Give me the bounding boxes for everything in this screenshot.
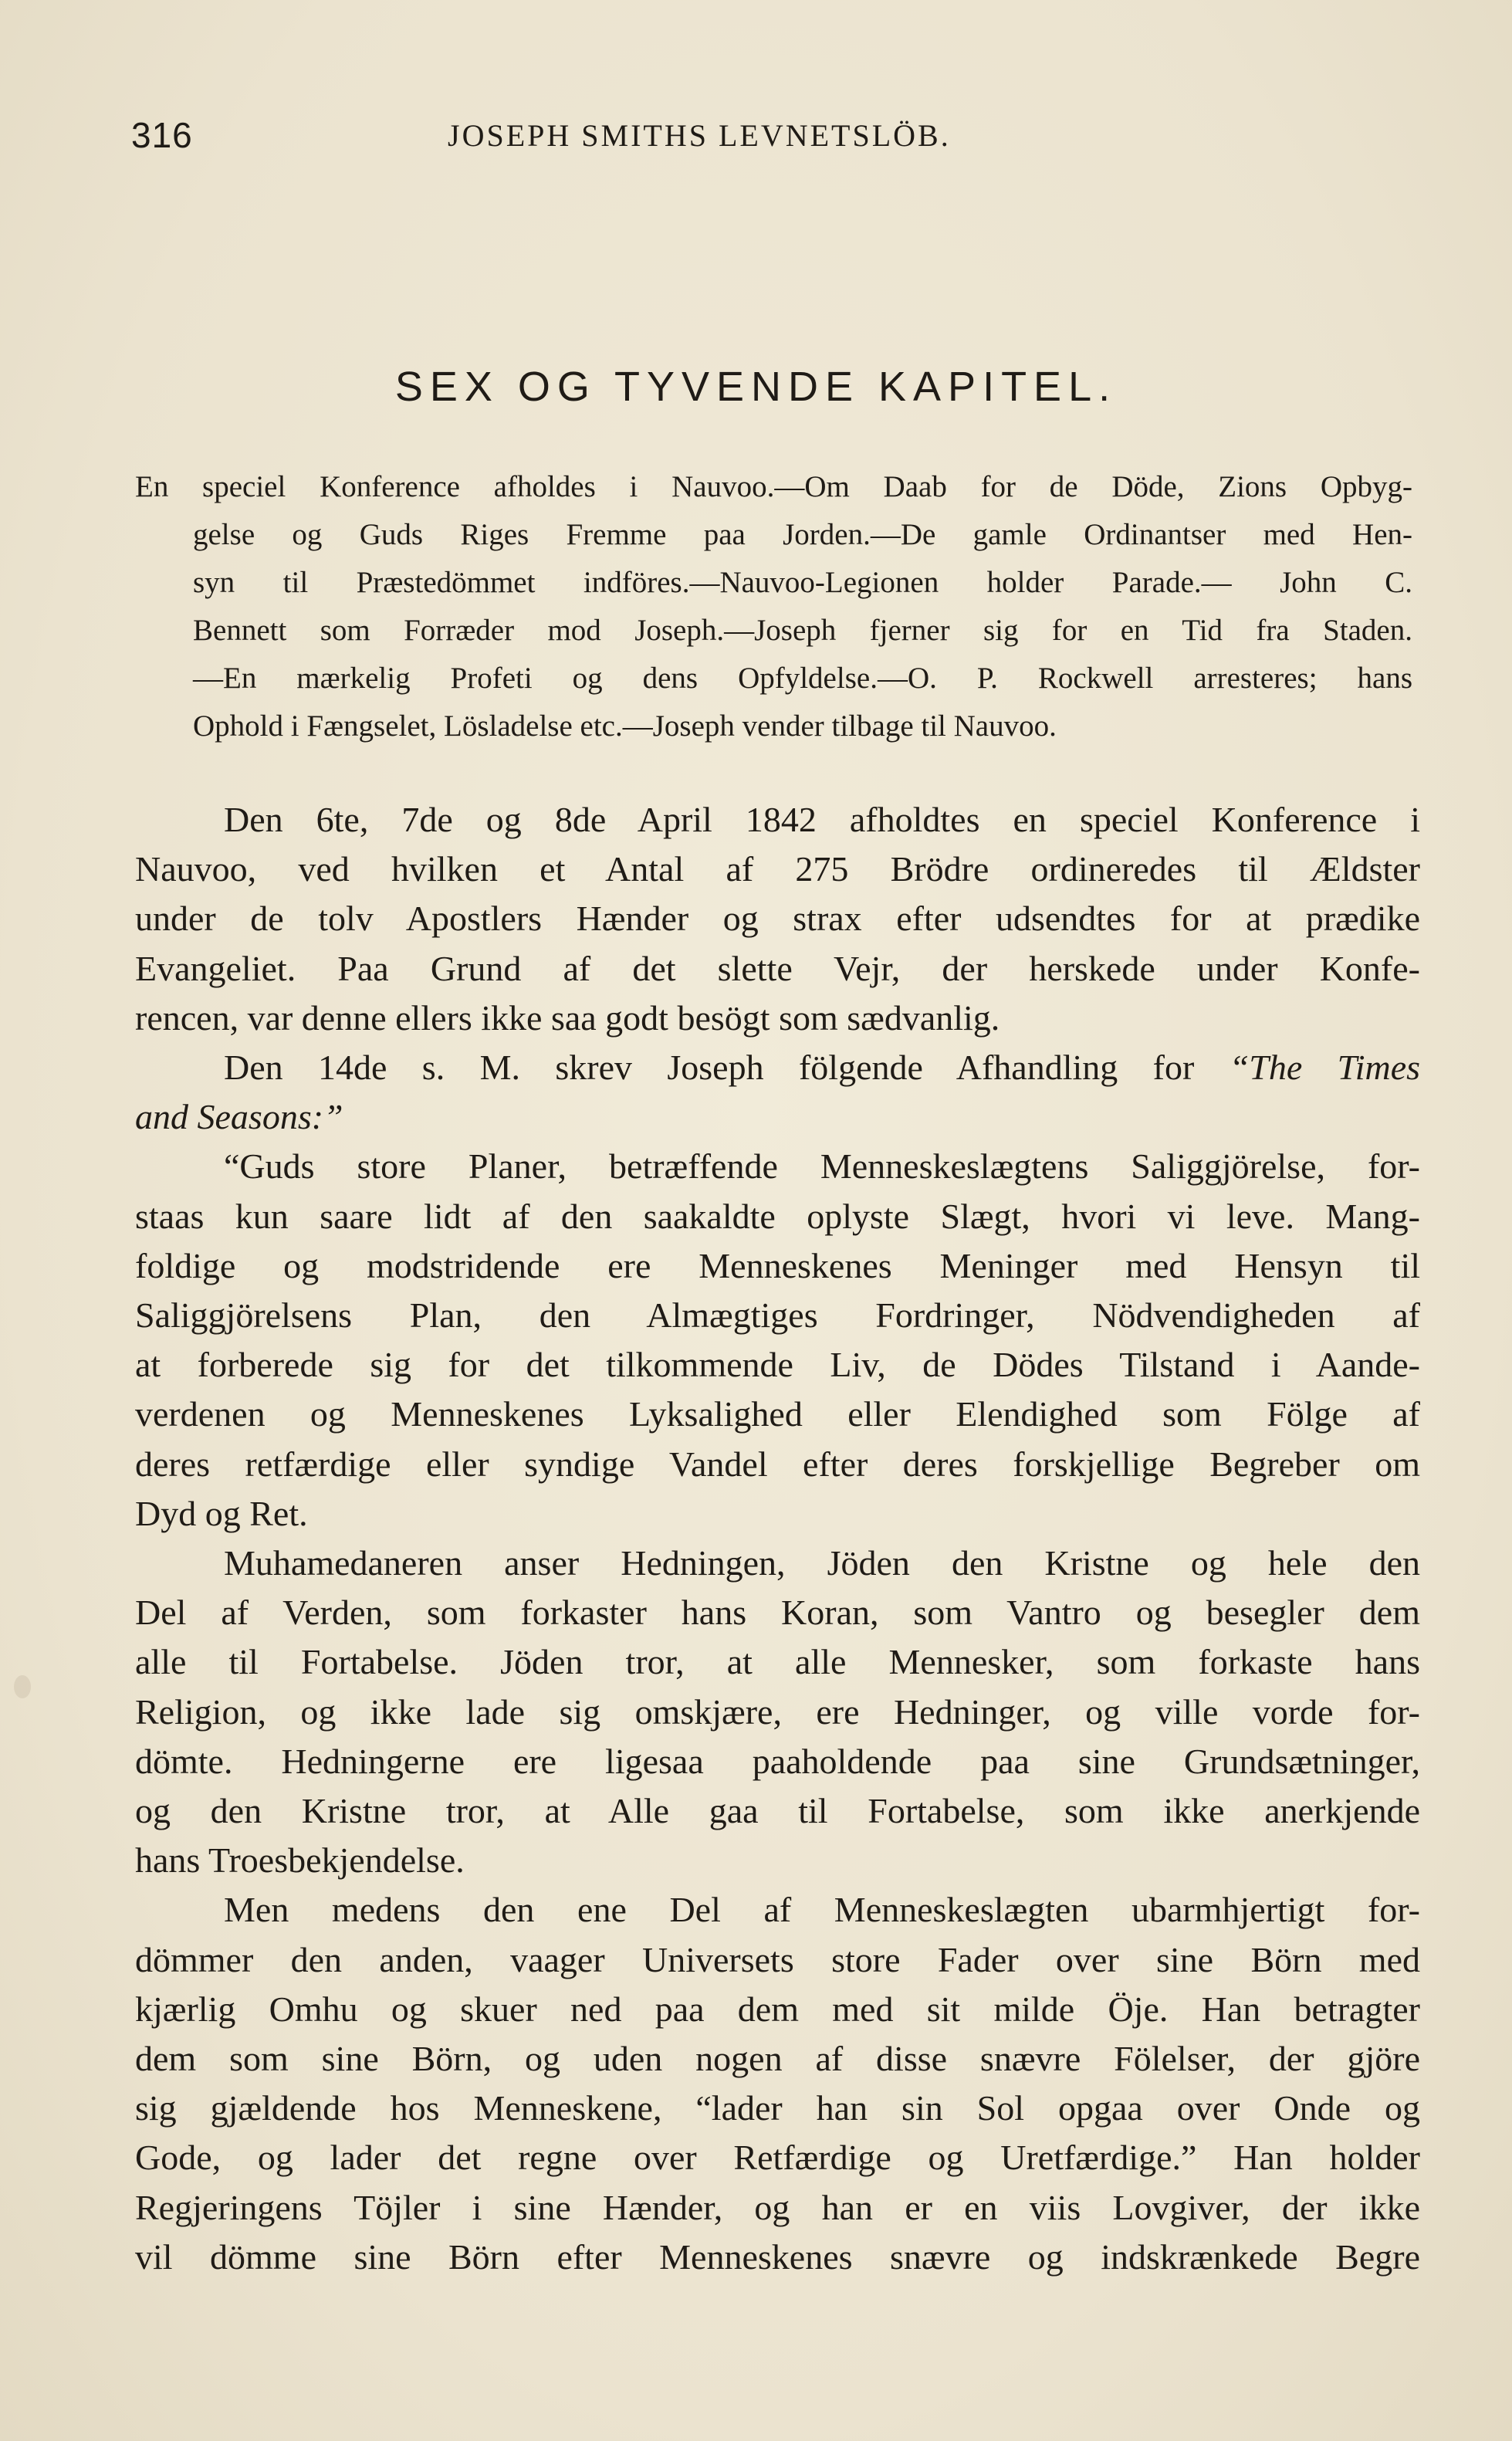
- body-line: Religion, og ikke lade sig omskjære, ere Hedninger, og ville vorde for-: [135, 1691, 1420, 1732]
- running-head: [131, 114, 1443, 161]
- summary-line: Ophold i Fængselet, Lösladelse etc.—Joseph vender tilbage til Nauvoo.: [193, 709, 1057, 743]
- body-line: Saliggjörelsens Plan, den Almægtiges Fordringer, Nödvendigheden af: [135, 1295, 1420, 1336]
- body-line: deres retfærdige eller syndige Vandel efter deres forskjellige Begreber om: [135, 1444, 1420, 1484]
- body-line: hans Troesbekjendelse.: [135, 1840, 465, 1881]
- body-line: foldige og modstridende ere Menneskenes Meninger med Hensyn til: [135, 1245, 1420, 1285]
- publication-title-cont: and Seasons:”: [135, 1097, 343, 1137]
- body-line: Men medens den ene Del af Menneskeslægten ubarmhjertigt for-: [224, 1890, 1420, 1930]
- body-line: [135, 1092, 1420, 1142]
- body-line: kjærlig Omhu og skuer ned paa dem med sit milde Öje. Han betragter: [135, 1989, 1420, 2029]
- body-line: og den Kristne tror, at Alle gaa til Fortabelse, som ikke anerkjende: [135, 1791, 1420, 1831]
- body-line: sig gjældende hos Menneskene, “lader han sin Sol opgaa over Onde og: [135, 2088, 1420, 2128]
- body-line: rencen, var denne ellers ikke saa godt besögt som sædvanlig.: [135, 997, 1000, 1038]
- body-line: staas kun saare lidt af den saakaldte oplyste Slægt, hvori vi leve. Mang-: [135, 1196, 1420, 1236]
- body-line: dem som sine Börn, og uden nogen af disse snævre Fölelser, der gjöre: [135, 2039, 1420, 2079]
- body-line: Dyd og Ret.: [135, 1493, 308, 1533]
- body-line-text: Den 14de s. M. skrev Joseph fölgende Afhandling for: [224, 1048, 1195, 1088]
- body-line: vil dömme sine Börn efter Menneskenes snævre og indskrænkede Begre: [135, 2236, 1420, 2277]
- chapter-summary: [135, 463, 1412, 750]
- body-line: alle til Fortabelse. Jöden tror, at alle Mennesker, som forkaste hans: [135, 1642, 1420, 1682]
- publication-title: “The Times: [1229, 1048, 1421, 1088]
- running-title: JOSEPH SMITHS LEVNETSLÖB.: [448, 118, 951, 153]
- body-line: [135, 1043, 1420, 1092]
- body-line: “Guds store Planer, betræffende Menneskeslægtens Saliggjörelse, for-: [224, 1146, 1420, 1187]
- summary-line: Bennett som Forræder mod Joseph.—Joseph fjerner sig for en Tid fra Staden.: [193, 614, 1412, 647]
- body-line: at forberede sig for det tilkommende Liv, de Dödes Tilstand i Aande-: [135, 1345, 1420, 1385]
- page-stain: [14, 1675, 31, 1698]
- body-line: Evangeliet. Paa Grund af det slette Vejr, der herskede under Konfe-: [135, 948, 1420, 988]
- chapter-title: SEX OG TYVENDE KAPITEL.: [394, 364, 1118, 410]
- summary-line: gelse og Guds Riges Fremme paa Jorden.—De gamle Ordinantser med Hen-: [193, 518, 1412, 551]
- body-line: Nauvoo, ved hvilken et Antal af 275 Brödre ordineredes til Ældster: [135, 849, 1420, 889]
- body-text: [135, 795, 1420, 2282]
- body-line: dömte. Hedningerne ere ligesaa paaholdende paa sine Grundsætninger,: [135, 1741, 1420, 1781]
- body-line: Del af Verden, som forkaster hans Koran, som Vantro og besegler dem: [135, 1593, 1420, 1633]
- body-line: verdenen og Menneskenes Lyksalighed eller Elendighed som Fölge af: [135, 1394, 1420, 1434]
- body-line: dömmer den anden, vaager Universets store Fader over sine Börn med: [135, 1939, 1420, 1979]
- summary-line: syn til Præstedömmet indföres.—Nauvoo-Legionen holder Parade.— John C.: [193, 566, 1412, 599]
- body-line: Gode, og lader det regne over Retfærdige og Uretfærdige.” Han holder: [135, 2138, 1420, 2178]
- page-number: 316: [131, 115, 193, 155]
- body-line: Muhamedaneren anser Hedningen, Jöden den Kristne og hele den: [224, 1543, 1420, 1583]
- body-line: under de tolv Apostlers Hænder og strax efter udsendtes for at prædike: [135, 899, 1420, 939]
- summary-line: —En mærkelig Profeti og dens Opfyldelse.—O. P. Rockwell arresteres; hans: [193, 662, 1412, 695]
- summary-line: En speciel Konference afholdes i Nauvoo.—Om Daab for de Döde, Zions Opbyg-: [135, 470, 1412, 503]
- body-line: Regjeringens Töjler i sine Hænder, og han er en viis Lovgiver, der ikke: [135, 2187, 1420, 2227]
- body-line: Den 6te, 7de og 8de April 1842 afholdtes en speciel Konference i: [224, 800, 1420, 839]
